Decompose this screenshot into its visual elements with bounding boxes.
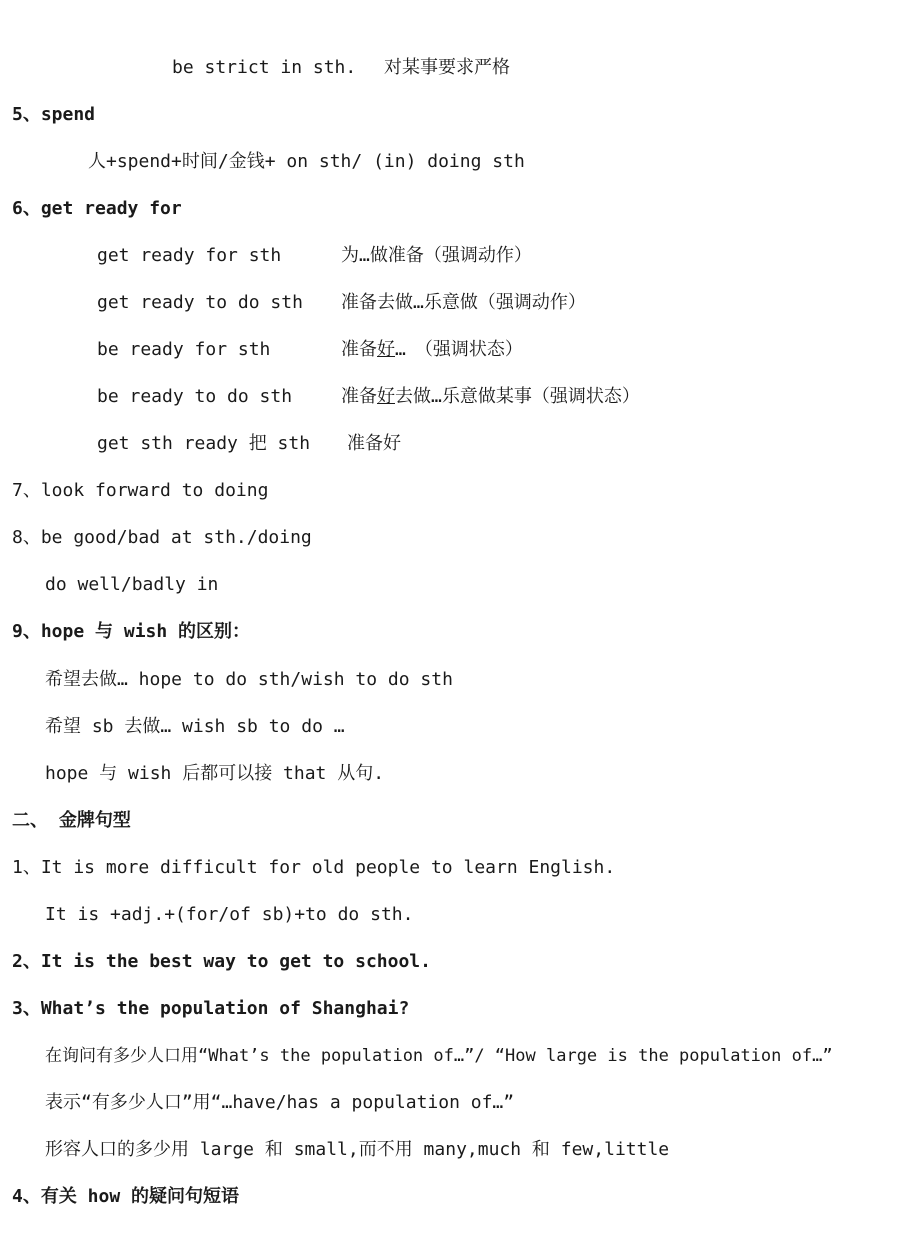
meaning: 准备好… （强调状态） [341,339,523,360]
sentence-3: 3、What’s the population of Shanghai? [12,998,410,1019]
sentence-1-pattern: It is +adj.+(for/of sb)+to do sth. [45,904,414,925]
term: get ready for sth [97,245,282,266]
heading-7: 7、look forward to doing [12,480,269,501]
term: be strict in sth. [172,57,357,78]
sentence-3-note-c: 形容人口的多少用 large 和 small,而不用 many,much 和 few,little [45,1139,670,1160]
sentence-3-note-b: 表示“有多少人口”用“…have/has a population of…” [45,1092,515,1113]
term: be ready for sth [97,339,271,360]
hope-line-1: 希望去做… hope to do sth/wish to do sth [45,669,453,690]
ready-row-5 [97,432,401,456]
term: be ready to do sth [97,386,293,407]
do-well-line: do well/badly in [45,574,219,595]
term: get sth ready 把 sth [97,433,311,454]
hope-line-2: 希望 sb 去做… wish sb to do … [45,716,345,737]
sentence-1: 1、It is more difficult for old people to learn English. [12,857,616,878]
term: get ready to do sth [97,292,303,313]
meaning: 准备好 [347,433,401,454]
ready-row-4 [97,385,640,409]
ready-row-1 [97,244,532,268]
heading-6: 6、get ready for [12,198,182,219]
section-2-title: 二、 金牌句型 [12,810,131,831]
meaning: 准备去做…乐意做（强调动作） [341,292,586,313]
heading-9: 9、hope 与 wish 的区别： [12,621,251,642]
phrase-be-strict [172,56,510,80]
hope-line-3: hope 与 wish 后都可以接 that 从句. [45,763,385,784]
sentence-4: 4、有关 how 的疑问句短语 [12,1186,240,1207]
spend-pattern: 人+spend+时间/金钱+ on sth/ (in) doing sth [88,151,525,172]
sentence-3-note-a: 在询问有多少人口用“What’s the population of…”/ “How large is the population of…” [45,1046,833,1066]
heading-5: 5、spend [12,104,96,125]
sentence-2: 2、It is the best way to get to school. [12,951,431,972]
meaning: 为…做准备（强调动作） [341,245,532,266]
ready-row-3 [97,338,523,362]
meaning: 准备好去做…乐意做某事（强调状态） [341,386,640,407]
ready-row-2 [97,291,586,315]
heading-8: 8、be good/bad at sth./doing [12,527,312,548]
meaning: 对某事要求严格 [384,57,510,78]
